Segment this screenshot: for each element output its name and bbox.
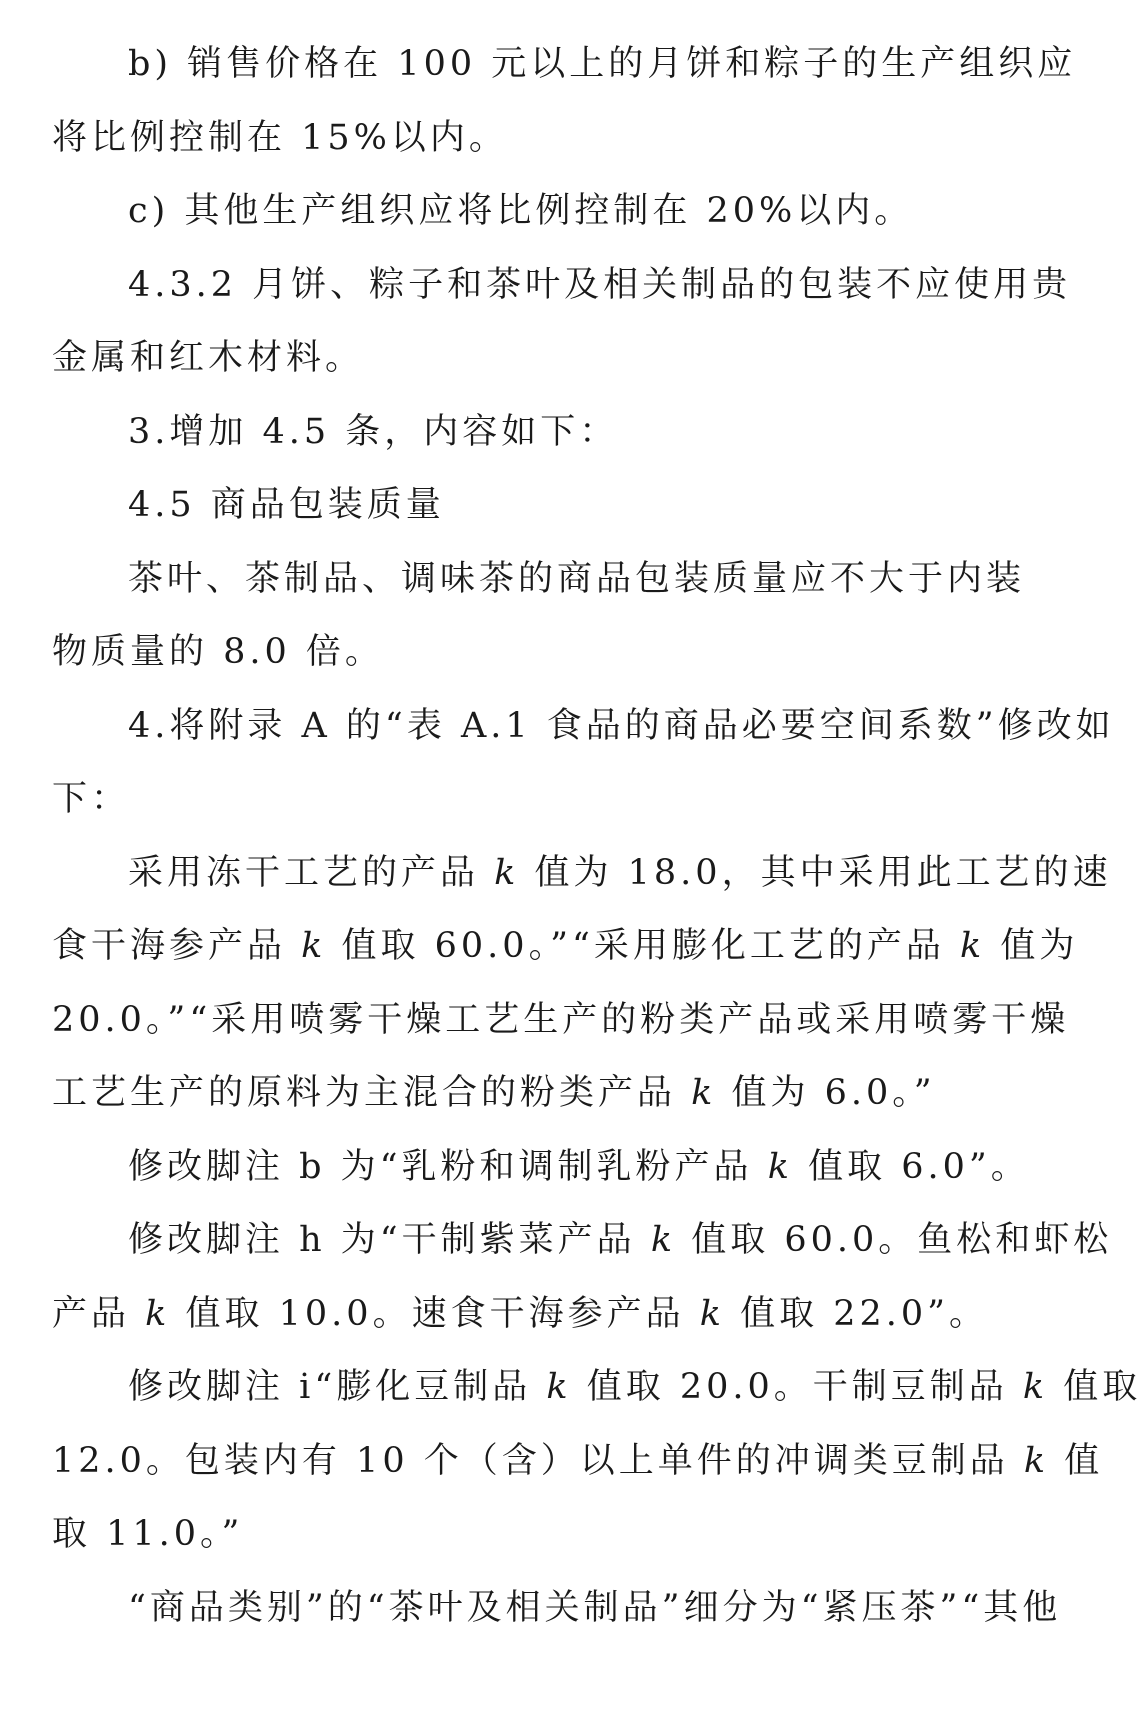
text-line-18: 产品 k 值取 10.0。速食干海参产品 k 值取 22.0”。	[52, 1293, 989, 1334]
section-heading-4-5: 4.5 商品包装质量	[128, 485, 445, 525]
text-line-14: 20.0。”“采用喷雾干燥工艺生产的粉类产品或采用喷雾干燥	[52, 999, 1070, 1040]
text-line-8: 茶叶、茶制品、调味茶的商品包装质量应不大于内装	[128, 558, 1026, 599]
text-line-15: 工艺生产的原料为主混合的粉类产品 k 值为 6.0。”	[52, 1073, 936, 1113]
text-line-16: 修改脚注 b 为“乳粉和调制乳粉产品 k 值取 6.0”。	[128, 1146, 1030, 1187]
text-line-22: “商品类别”的“茶叶及相关制品”细分为“紧压茶”“其他	[128, 1587, 1062, 1628]
text-line-12: 采用冻干工艺的产品 k 值为 18.0，其中采用此工艺的速	[128, 852, 1112, 893]
text-line-17: 修改脚注 h 为“干制紫菜产品 k 值取 60.0。鱼松和虾松	[128, 1220, 1113, 1260]
text-line-13: 食干海参产品 k 值取 60.0。”“采用膨化工艺的产品 k 值为	[52, 926, 1079, 966]
text-line-20: 12.0。包装内有 10 个（含）以上单件的冲调类豆制品 k 值	[52, 1440, 1104, 1481]
document-body	[52, 28, 1141, 1645]
text-line-11: 下：	[52, 779, 131, 819]
text-line-6: 3.增加 4.5 条，内容如下：	[128, 411, 619, 452]
text-line-2: 将比例控制在 15%以内。	[52, 117, 508, 158]
text-line-9: 物质量的 8.0 倍。	[52, 632, 384, 672]
text-line-5: 金属和红木材料。	[52, 338, 365, 378]
text-line-4: 4.3.2 月饼、粽子和茶叶及相关制品的包装不应使用贵	[128, 264, 1072, 305]
text-line-21: 取 11.0。”	[52, 1514, 244, 1554]
text-line-19: 修改脚注 i“膨化豆制品 k 值取 20.0。干制豆制品 k 值取	[128, 1367, 1141, 1407]
text-line-10: 4.将附录 A 的“表 A.1 食品的商品必要空间系数”修改如	[128, 705, 1115, 746]
text-line-3: c) 其他生产组织应将比例控制在 20%以内。	[128, 191, 914, 231]
text-line-1: b) 销售价格在 100 元以上的月饼和粽子的生产组织应	[128, 44, 1077, 84]
